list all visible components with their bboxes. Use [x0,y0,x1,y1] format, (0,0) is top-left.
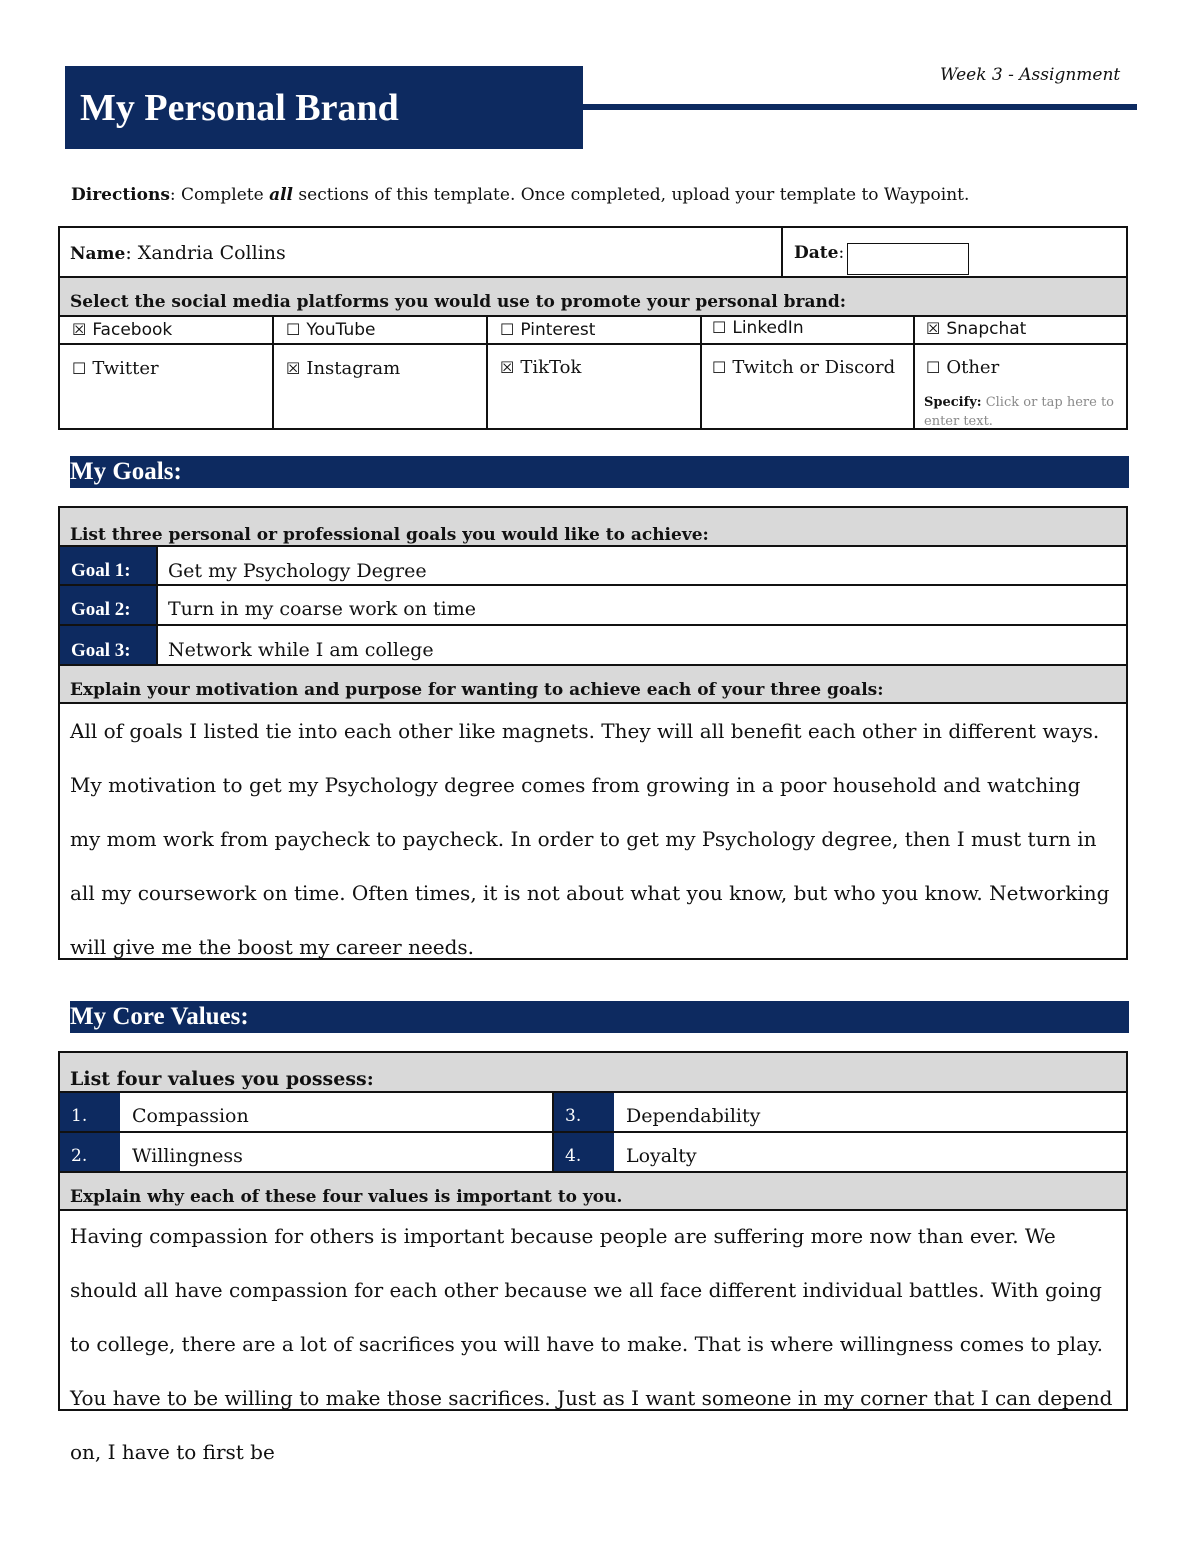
divider [60,584,1126,586]
values-explain-prompt: Explain why each of these four values is important to you. [70,1187,623,1207]
goal-2-value[interactable]: Turn in my coarse work on time [168,598,476,620]
date-colon: : [838,243,845,263]
goal-1-label: Goal 1: [60,547,156,584]
platform-twitter[interactable]: ☐ Twitter [72,358,159,379]
checkbox-unchecked-icon[interactable]: ☐ [500,320,515,339]
value-4-number: 4. [554,1133,614,1171]
checkbox-checked-icon[interactable]: ☒ [500,358,515,377]
value-3-number: 3. [554,1093,614,1131]
divider [60,545,1126,547]
goals-prompt-row [60,508,1126,545]
checkbox-checked-icon[interactable]: ☒ [72,320,87,339]
value-1-text[interactable]: Compassion [132,1105,249,1127]
divider [272,317,274,430]
values-prompt-row [60,1053,1126,1091]
platforms-prompt-row [60,278,1126,315]
info-table [58,226,1128,430]
name-value[interactable]: : Xandria Collins [125,242,286,264]
platform-facebook[interactable]: ☒ Facebook [72,320,173,340]
checkbox-unchecked-icon[interactable]: ☐ [712,358,727,377]
divider [913,317,915,430]
platform-snapchat[interactable]: ☒ Snapchat [926,319,1027,339]
value-2-number: 2. [60,1133,120,1171]
name-label: Name [70,244,126,264]
directions-emphasis: all [269,185,294,205]
value-3-text[interactable]: Dependability [626,1105,761,1127]
platforms-prompt: Select the social media platforms you would use to promote your personal brand: [70,292,847,312]
values-prompt: List four values you possess: [70,1068,374,1090]
directions-text-before: : Complete [169,185,270,205]
goals-explanation[interactable]: All of goals I listed tie into each other like magnets. They will all benefit each other in different ways. My motivation to get my Psychology degree comes from growing in a poor household and watching my mom work from paycheck to paycheck. In order to get my Psychology degree, then I must turn in all my coursework on time. Often times, it is not about what you know, but who you know. Networking will give me the boost my career needs. [70,719,1110,959]
date-input[interactable] [847,243,969,275]
platform-twitch-discord[interactable]: ☐ Twitch or Discord [712,357,896,378]
date-label: Date [794,243,839,263]
title-rule [583,104,1137,110]
divider [156,547,158,664]
checkbox-unchecked-icon[interactable]: ☐ [712,318,727,337]
divider [486,317,488,430]
specify-input[interactable]: Click or tap here to enter text. [924,395,1115,429]
divider [60,624,1126,626]
goal-1-value[interactable]: Get my Psychology Degree [168,560,427,582]
value-2-text[interactable]: Willingness [132,1145,243,1167]
values-explanation[interactable]: Having compassion for others is important because people are suffering more now than ever. We should all have compassion for each other because we all face different individual battles. With going to college, there are a lot of sacrifices you will have to make. That is where willingness comes to play. You have to be willing to make those sacrifices. Just as I want someone in my corner that I can depend on, I have to first be [70,1224,1113,1464]
values-section-header [70,1001,1129,1033]
directions-label: Directions [71,185,170,205]
directions-text-after: sections of this template. Once completed, upload your template to Waypoint. [293,185,970,205]
goals-table [58,506,1128,960]
checkbox-checked-icon[interactable]: ☒ [926,319,941,338]
divider [700,317,702,430]
values-table [58,1051,1128,1464]
goals-section-header [70,456,1129,488]
title-banner [65,66,583,149]
page-title: My Personal Brand [80,87,399,129]
platform-youtube[interactable]: ☐ YouTube [286,320,376,340]
specify-label: Specify: [924,395,982,410]
goal-3-label: Goal 3: [60,626,156,664]
goals-section-title: My Goals: [70,458,182,485]
divider [60,343,1126,345]
checkbox-unchecked-icon[interactable]: ☐ [926,358,941,377]
value-1-number: 1. [60,1093,120,1131]
date-field [794,243,844,263]
values-explain-row [60,1173,1126,1209]
checkbox-unchecked-icon[interactable]: ☐ [286,320,301,339]
platform-other[interactable]: ☐ Other [926,357,1000,378]
value-4-text[interactable]: Loyalty [626,1145,697,1167]
platform-instagram[interactable]: ☒ Instagram [286,358,401,379]
divider [60,315,1126,317]
platform-linkedin[interactable]: ☐ LinkedIn [712,318,804,338]
goal-2-label: Goal 2: [60,586,156,624]
checkbox-unchecked-icon[interactable]: ☐ [72,359,87,378]
checkbox-checked-icon[interactable]: ☒ [286,359,301,378]
other-specify [924,393,1120,431]
platform-pinterest[interactable]: ☐ Pinterest [500,320,596,340]
goals-prompt: List three personal or professional goals you would like to achieve: [70,525,709,545]
divider [781,228,783,278]
directions [71,185,969,205]
week-label: Week 3 - Assignment [940,65,1121,85]
goals-explain-prompt: Explain your motivation and purpose for wanting to achieve each of your three goals: [70,680,884,700]
platform-tiktok[interactable]: ☒ TikTok [500,357,582,378]
name-field [70,242,286,264]
goal-3-value[interactable]: Network while I am college [168,639,434,661]
values-section-title: My Core Values: [70,1003,249,1030]
goals-explain-row [60,666,1126,702]
